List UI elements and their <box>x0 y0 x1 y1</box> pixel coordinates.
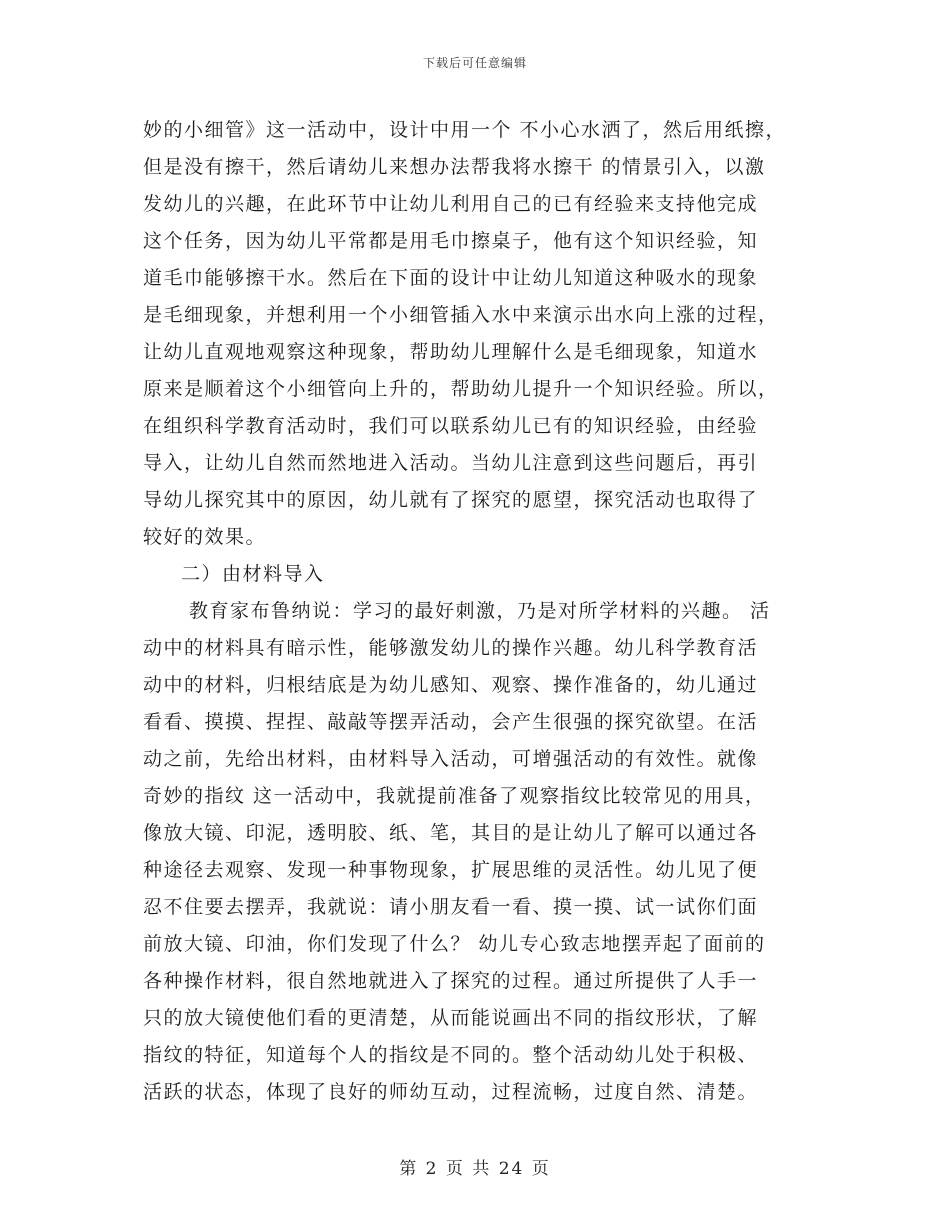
text-line: 动之前，先给出材料，由材料导入活动，可增强活动的有效性。就像 <box>143 748 759 770</box>
text-line: 动中的材料具有暗示性，能够激发幼儿的操作兴趣。幼儿科学教育活 <box>143 637 759 659</box>
text-line: 看看、摸摸、捏捏、敲敲等摆弄活动，会产生很强的探究欲望。在活 <box>143 711 759 733</box>
text-line: 像放大镜、印泥，透明胶、纸、笔，其目的是让幼儿了解可以通过各 <box>143 822 759 844</box>
text-line: 在组织科学教育活动时，我们可以联系幼儿已有的知识经验，由经验 <box>143 415 759 437</box>
text-line: 是毛细现象，并想利用一个小细管插入水中来演示出水向上涨的过程， <box>143 304 779 326</box>
text-line: 导入，让幼儿自然而然地进入活动。当幼儿注意到这些问题后，再引 <box>143 452 759 474</box>
text-line: 较好的效果。 <box>143 526 267 548</box>
text-line: 导幼儿探究其中的原因，幼儿就有了探究的愿望，探究活动也取得了 <box>143 489 759 511</box>
text-line: 道毛巾能够擦干水。然后在下面的设计中让幼儿知道这种吸水的现象 <box>143 267 759 289</box>
document-body <box>143 112 815 1111</box>
text-line: 原来是顺着这个小细管向上升的，帮助幼儿提升一个知识经验。所以， <box>143 378 779 400</box>
text-line: 发幼儿的兴趣，在此环节中让幼儿利用自己的已有经验来支持他完成 <box>143 193 759 215</box>
text-line: 教育家布鲁纳说：学习的最好刺激，乃是对所学材料的兴趣。 活 <box>189 600 771 622</box>
text-line: 这个任务，因为幼儿平常都是用毛巾擦桌子，他有这个知识经验，知 <box>143 230 759 252</box>
text-line: 活跃的状态，体现了良好的师幼互动，过程流畅，过度自然、清楚。 <box>143 1081 759 1103</box>
text-line: 忍不住要去摆弄，我就说：请小朋友看一看、摸一摸、试一试你们面 <box>143 896 759 918</box>
text-line: 种途径去观察、发现一种事物现象，扩展思维的灵活性。幼儿见了便 <box>143 859 759 881</box>
text-line: 指纹的特征，知道每个人的指纹是不同的。整个活动幼儿处于积极、 <box>143 1044 759 1066</box>
text-line: 动中的材料，归根结底是为幼儿感知、观察、操作准备的，幼儿通过 <box>143 674 759 696</box>
text-line: 奇妙的指纹 这一活动中，我就提前准备了观察指纹比较常见的用具， <box>143 785 766 807</box>
text-line: 各种操作材料，很自然地就进入了探究的过程。通过所提供了人手一 <box>143 970 759 992</box>
text-line: 让幼儿直观地观察这种现象，帮助幼儿理解什么是毛细现象，知道水 <box>143 341 759 363</box>
text-line: 但是没有擦干，然后请幼儿来想办法帮我将水擦干 的情景引入，以激 <box>143 156 766 178</box>
page-footer: 第 2 页 共 24 页 <box>399 1159 551 1179</box>
text-line: 妙的小细管》这一活动中，设计中用一个 不小心水洒了，然后用纸擦， <box>143 119 787 141</box>
text-line: 前放大镜、印油，你们发现了什么？ 幼儿专心致志地摆弄起了面前的 <box>143 933 766 955</box>
section-heading: 二）由材料导入 <box>181 563 325 585</box>
text-line: 只的放大镜使他们看的更清楚，从而能说画出不同的指纹形状，了解 <box>143 1007 759 1029</box>
page-header: 下载后可任意编辑 <box>422 56 527 70</box>
